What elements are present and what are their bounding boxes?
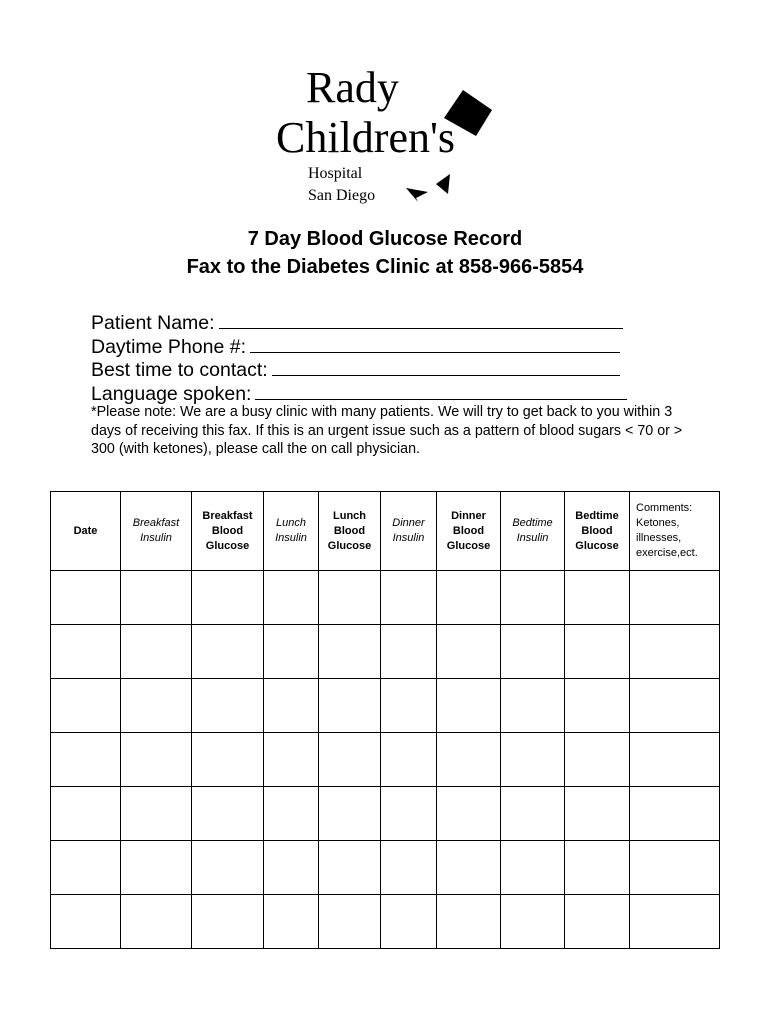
header-bedtime-insulin: Bedtime Insulin: [501, 492, 565, 571]
table-cell: [264, 679, 319, 733]
table-cell: [630, 625, 720, 679]
table-cell: [630, 787, 720, 841]
table-cell: [437, 733, 501, 787]
patient-name-field: [91, 312, 623, 334]
table-cell: [437, 841, 501, 895]
table-row: [51, 733, 720, 787]
table-row: [51, 787, 720, 841]
table-cell: [630, 733, 720, 787]
table-cell: [501, 733, 565, 787]
table-cell: [51, 841, 121, 895]
table-cell: [319, 571, 381, 625]
clinic-note: *Please note: We are a busy clinic with many patients. We will try to get back to you within 3 days of receiving this fax. If this is an urgent issue such as a pattern of blood sugars < 70 or > 300 (with ketones), please call the on call physician.: [91, 404, 683, 457]
table-row: [51, 625, 720, 679]
table-cell: [630, 895, 720, 949]
document-title: 7 Day Blood Glucose Record: [247, 228, 523, 250]
table-cell: [51, 679, 121, 733]
table-cell: [437, 625, 501, 679]
table-cell: [264, 733, 319, 787]
best-time-label: Best time to contact:: [91, 359, 268, 381]
table-cell: [381, 895, 437, 949]
header-dinner-insulin: Dinner Insulin: [381, 492, 437, 571]
table-cell: [501, 625, 565, 679]
table-cell: [565, 787, 630, 841]
table-cell: [121, 787, 192, 841]
table-row: [51, 895, 720, 949]
daytime-phone-line: [250, 336, 620, 353]
table-cell: [121, 841, 192, 895]
daytime-phone-field: [91, 336, 620, 358]
table-cell: [192, 625, 264, 679]
table-cell: [381, 787, 437, 841]
kite-icon: [270, 60, 510, 210]
patient-name-label: Patient Name:: [91, 312, 215, 334]
table-cell: [565, 733, 630, 787]
table-cell: [630, 571, 720, 625]
table-cell: [565, 571, 630, 625]
hospital-logo: [270, 60, 510, 210]
table-cell: [51, 733, 121, 787]
table-cell: [565, 625, 630, 679]
table-cell: [192, 733, 264, 787]
table-cell: [192, 895, 264, 949]
logo-text-hospital: Hospital: [308, 165, 363, 182]
table-cell: [501, 679, 565, 733]
best-time-line: [272, 359, 620, 376]
table-cell: [501, 895, 565, 949]
header-dinner-glucose: Dinner Blood Glucose: [437, 492, 501, 571]
table-cell: [381, 679, 437, 733]
logo-text-childrens: Children's: [276, 113, 456, 162]
header-bedtime-glucose: Bedtime Blood Glucose: [565, 492, 630, 571]
table-cell: [565, 895, 630, 949]
table-row: [51, 571, 720, 625]
logo-text-rady: Rady: [306, 63, 399, 112]
glucose-record-table: [50, 491, 720, 949]
patient-name-line: [219, 312, 623, 329]
header-lunch-insulin: Lunch Insulin: [264, 492, 319, 571]
header-comments: Comments: Ketones, illnesses, exercise,ect.: [630, 492, 720, 571]
table-cell: [264, 571, 319, 625]
table-cell: [264, 787, 319, 841]
table-cell: [51, 895, 121, 949]
table-cell: [501, 841, 565, 895]
header-date: Date: [51, 492, 121, 571]
header-breakfast-insulin: Breakfast Insulin: [121, 492, 192, 571]
fax-instruction: Fax to the Diabetes Clinic at 858-966-5854: [186, 256, 584, 278]
table-cell: [381, 841, 437, 895]
table-cell: [501, 571, 565, 625]
table-cell: [192, 787, 264, 841]
table-cell: [630, 841, 720, 895]
table-cell: [264, 625, 319, 679]
header-breakfast-glucose: Breakfast Blood Glucose: [192, 492, 264, 571]
table-cell: [437, 571, 501, 625]
table-cell: [630, 679, 720, 733]
table-cell: [121, 625, 192, 679]
table-cell: [319, 733, 381, 787]
table-cell: [565, 679, 630, 733]
table-cell: [381, 571, 437, 625]
table-cell: [51, 571, 121, 625]
table-cell: [264, 841, 319, 895]
header-lunch-glucose: Lunch Blood Glucose: [319, 492, 381, 571]
table-cell: [319, 625, 381, 679]
table-cell: [501, 787, 565, 841]
table-row: [51, 679, 720, 733]
table-cell: [381, 625, 437, 679]
table-cell: [264, 895, 319, 949]
table-cell: [319, 895, 381, 949]
logo-text-san-diego: San Diego: [308, 187, 376, 204]
table-cell: [51, 625, 121, 679]
table-cell: [319, 787, 381, 841]
table-cell: [121, 679, 192, 733]
table-cell: [192, 841, 264, 895]
language-label: Language spoken:: [91, 383, 252, 405]
table-cell: [437, 895, 501, 949]
table-cell: [437, 679, 501, 733]
language-line: [255, 383, 627, 400]
table-cell: [51, 787, 121, 841]
table-cell: [437, 787, 501, 841]
table-cell: [121, 733, 192, 787]
table-cell: [121, 571, 192, 625]
table-header-row: [51, 492, 720, 571]
table-cell: [121, 895, 192, 949]
daytime-phone-label: Daytime Phone #:: [91, 336, 247, 358]
table-cell: [565, 841, 630, 895]
table-cell: [192, 679, 264, 733]
table-cell: [192, 571, 264, 625]
table-cell: [319, 841, 381, 895]
table-cell: [319, 679, 381, 733]
table-cell: [381, 733, 437, 787]
table-row: [51, 841, 720, 895]
language-field: [91, 383, 627, 405]
table-body: [51, 571, 720, 949]
best-time-field: [91, 359, 620, 381]
